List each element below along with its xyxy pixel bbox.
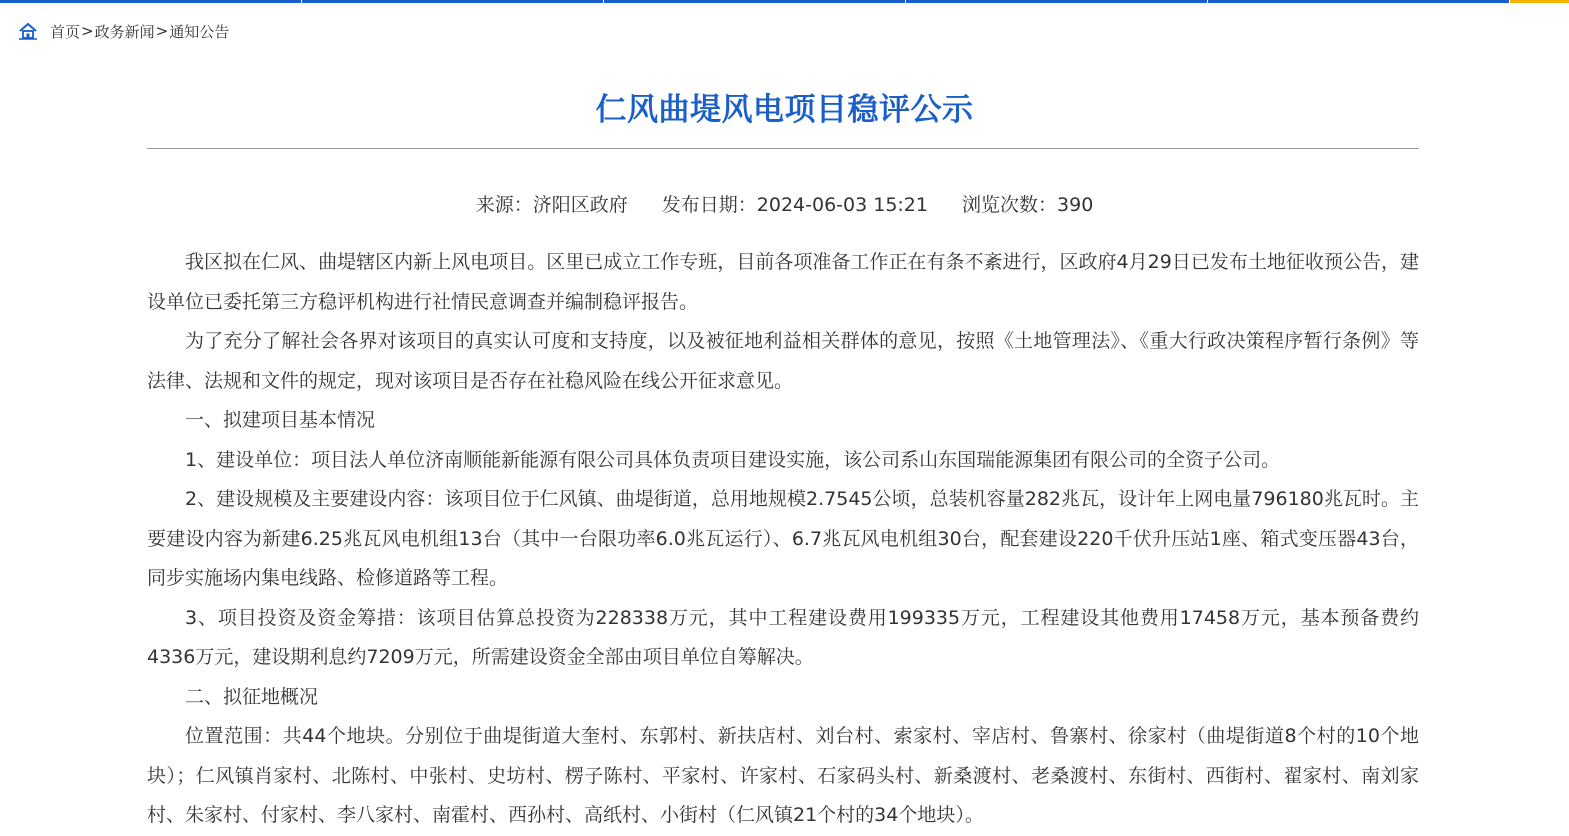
article-paragraph: 位置范围：共44个地块。分别位于曲堤街道大奎村、东郭村、新扶店村、刘台村、索家村、宰店村、鲁寨村、徐家村（曲堤街道8个村的10个地块）；仁风镇肖家村、北陈村、中张村、史坊村、楞子陈村、平家村、许家村、石家码头村、新桑渡村、老桑渡村、东街村、西街村、翟家村、南刘家村、朱家村、付家村、李八家村、南霍村、西孙村、高纸村、小街村（仁风镇21个村的34个地块）。: [147, 725, 1419, 826]
article-source: 来源：济阳区政府: [475, 194, 628, 216]
article-body: [147, 243, 1419, 836]
breadcrumb-separator: >: [155, 22, 169, 40]
breadcrumb-news-link[interactable]: 政务新闻: [94, 22, 155, 41]
top-bar-segment: [302, 0, 604, 3]
section-heading: 二、拟征地概况: [185, 685, 319, 708]
title-divider: [147, 148, 1419, 149]
article-view-count: 浏览次数：390: [962, 194, 1094, 216]
breadcrumb: [18, 20, 229, 42]
top-bar-segment: [0, 0, 302, 3]
breadcrumb-home-link[interactable]: 首页: [50, 22, 81, 41]
article-paragraph: 2、建设规模及主要建设内容：该项目位于仁风镇、曲堤街道，总用地规模2.7545公顷，总装机容量282兆瓦，设计年上网电量796180兆瓦时。主要建设内容为新建6.25兆瓦风电机组13台（其中一台限功率6.0兆瓦运行）、6.7兆瓦风电机组30台，配套建设220千伏升压站1座、箱式变压器43台，同步实施场内集电线路、检修道路等工程。: [147, 488, 1419, 589]
home-icon[interactable]: [18, 22, 38, 40]
article-publish-date: 发布日期：2024-06-03 15:21: [661, 194, 928, 216]
article-paragraph: 3、项目投资及资金筹措：该项目估算总投资为228338万元，其中工程建设费用199335万元，工程建设其他费用17458万元，基本预备费约4336万元，建设期利息约7209万元，所需建设资金全部由项目单位自筹解决。: [147, 606, 1419, 668]
top-bar-accent-segment: [1510, 0, 1569, 3]
article-paragraph: 为了充分了解社会各界对该项目的真实认可度和支持度，以及被征地利益相关群体的意见，按照《土地管理法》、《重大行政决策程序暂行条例》等法律、法规和文件的规定，现对该项目是否存在社稳风险在线公开征求意见。: [147, 330, 1419, 392]
top-bar-segment: [604, 0, 906, 3]
article-paragraph: 我区拟在仁风、曲堤辖区内新上风电项目。区里已成立工作专班，目前各项准备工作正在有条不紊进行，区政府4月29日已发布土地征收预公告，建设单位已委托第三方稳评机构进行社情民意调查并编制稳评报告。: [147, 251, 1419, 313]
article-title: 仁风曲堤风电项目稳评公示: [595, 92, 974, 128]
breadcrumb-notice-link[interactable]: 通知公告: [169, 22, 230, 41]
article-meta: [0, 190, 1569, 217]
top-bar-segment: [906, 0, 1208, 3]
article-paragraph: 1、建设单位：项目法人单位济南顺能新能源有限公司具体负责项目建设实施，该公司系山东国瑞能源集团有限公司的全资子公司。: [185, 448, 1281, 471]
top-accent-bar: [0, 0, 1569, 3]
section-heading: 一、拟建项目基本情况: [185, 409, 376, 431]
top-bar-segment: [1208, 0, 1510, 3]
breadcrumb-separator: >: [81, 22, 94, 40]
